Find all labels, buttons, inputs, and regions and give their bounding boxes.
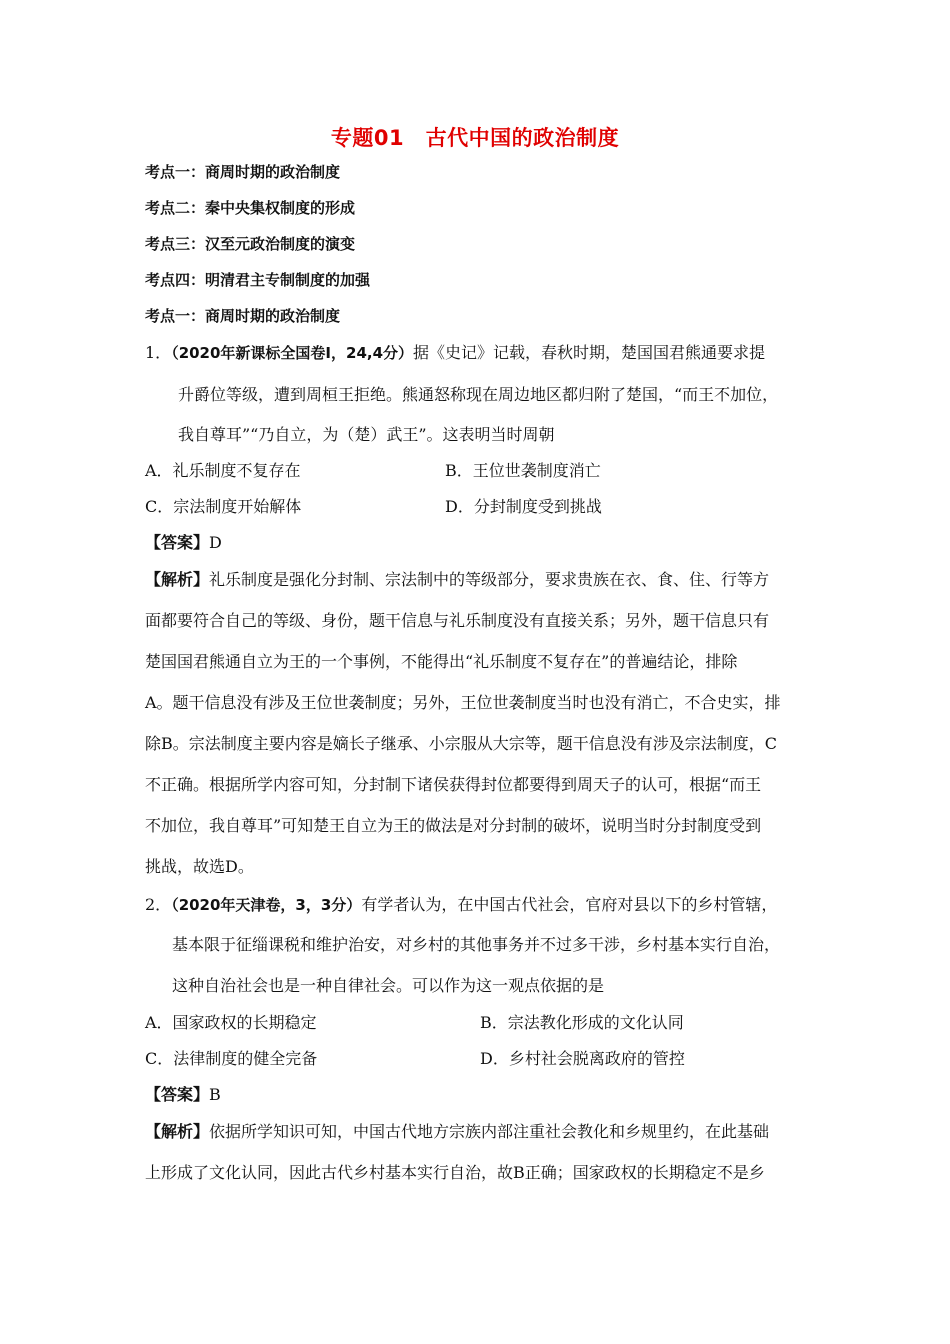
question-1-option-d: D．分封制度受到挑战 [445, 497, 602, 516]
question-number: 1． [145, 343, 172, 362]
question-1-analysis-line6: 不正确。根据所学内容可知，分封制下诸侯获得封位都要得到周天子的认可，根据“而王 [145, 775, 762, 794]
kaodian-section-heading: 考点一：商周时期的政治制度 [145, 307, 341, 325]
question-1-analysis-line3: 楚国国君熊通自立为王的一个事例，不能得出“礼乐制度不复存在”的普遍结论，排除 [145, 652, 738, 671]
question-2-option-d: D．乡村社会脱离政府的管控 [480, 1049, 685, 1068]
question-1-analysis-line2: 面都要符合自己的等级、身份，题干信息与礼乐制度没有直接关系；另外，题干信息只有 [145, 611, 770, 630]
question-2-analysis-line1 [145, 1122, 769, 1142]
question-2-stem-line3: 这种自治社会也是一种自律社会。可以作为这一观点依据的是 [172, 976, 605, 995]
kaodian-3: 考点三：汉至元政治制度的演变 [145, 235, 356, 253]
question-1-stem-line3: 我自尊耳”“乃自立，为（楚）武王”。这表明当时周朝 [178, 425, 555, 444]
question-2-option-b: B．宗法教化形成的文化认同 [480, 1013, 684, 1032]
kaodian-1: 考点一：商周时期的政治制度 [145, 163, 341, 181]
answer-tag: 【答案】 [145, 533, 210, 552]
question-1-analysis-line1 [145, 570, 769, 590]
question-1-analysis-line4: A。题干信息没有涉及王位世袭制度；另外，王位世袭制度当时也没有消亡，不合史实，排 [145, 693, 781, 712]
answer-value: B [209, 1085, 221, 1104]
question-1-analysis-line5: 除B。宗法制度主要内容是嫡长子继承、小宗服从大宗等，题干信息没有涉及宗法制度，C [145, 734, 778, 753]
analysis-tag: 【解析】 [145, 570, 210, 589]
question-1-analysis-line8: 挑战，故选D。 [145, 857, 254, 876]
question-1-option-a: A．礼乐制度不复存在 [145, 461, 301, 480]
question-1-option-b: B．王位世袭制度消亡 [445, 461, 601, 480]
answer-tag: 【答案】 [145, 1085, 210, 1104]
question-1-stem-line1 [145, 343, 765, 363]
question-2-answer [145, 1085, 221, 1105]
question-1-analysis-line7: 不加位，我自尊耳”可知楚王自立为王的做法是对分封制的破坏，说明当时分封制度受到 [145, 816, 762, 835]
question-2-option-c: C．法律制度的健全完备 [145, 1049, 318, 1068]
question-1-answer [145, 533, 222, 553]
question-stem: 据《史记》记载，春秋时期，楚国国君熊通要求提 [413, 343, 766, 362]
kaodian-2: 考点二：秦中央集权制度的形成 [145, 199, 356, 217]
question-stem: 有学者认为，在中国古代社会，官府对县以下的乡村管辖， [361, 895, 778, 914]
answer-value: D [209, 533, 222, 552]
question-number: 2． [145, 895, 172, 914]
question-1-option-c: C．宗法制度开始解体 [145, 497, 302, 516]
question-source: （2020年新课标全国卷Ⅰ，24,4分） [171, 344, 414, 362]
question-2-stem-line1 [145, 895, 777, 915]
kaodian-4: 考点四：明清君主专制制度的加强 [145, 271, 371, 289]
analysis-text: 依据所学知识可知，中国古代地方宗族内部注重社会教化和乡规里约，在此基础 [209, 1122, 770, 1141]
analysis-text: 礼乐制度是强化分封制、宗法制中的等级部分，要求贵族在衣、食、住、行等方 [209, 570, 770, 589]
question-1-stem-line2: 升爵位等级，遭到周桓王拒绝。熊通怒称现在周边地区都归附了楚国，“而王不加位， [178, 385, 779, 404]
page-title: 专题01 古代中国的政治制度 [330, 126, 620, 150]
analysis-tag: 【解析】 [145, 1122, 210, 1141]
question-source: （2020年天津卷，3，3分） [171, 896, 362, 914]
question-2-analysis-line2: 上形成了文化认同，因此古代乡村基本实行自治，故B正确；国家政权的长期稳定不是乡 [145, 1163, 765, 1182]
question-2-stem-line2: 基本限于征缁课税和维护治安，对乡村的其他事务并不过多干涉，乡村基本实行自治， [172, 935, 781, 954]
question-2-option-a: A．国家政权的长期稳定 [145, 1013, 317, 1032]
